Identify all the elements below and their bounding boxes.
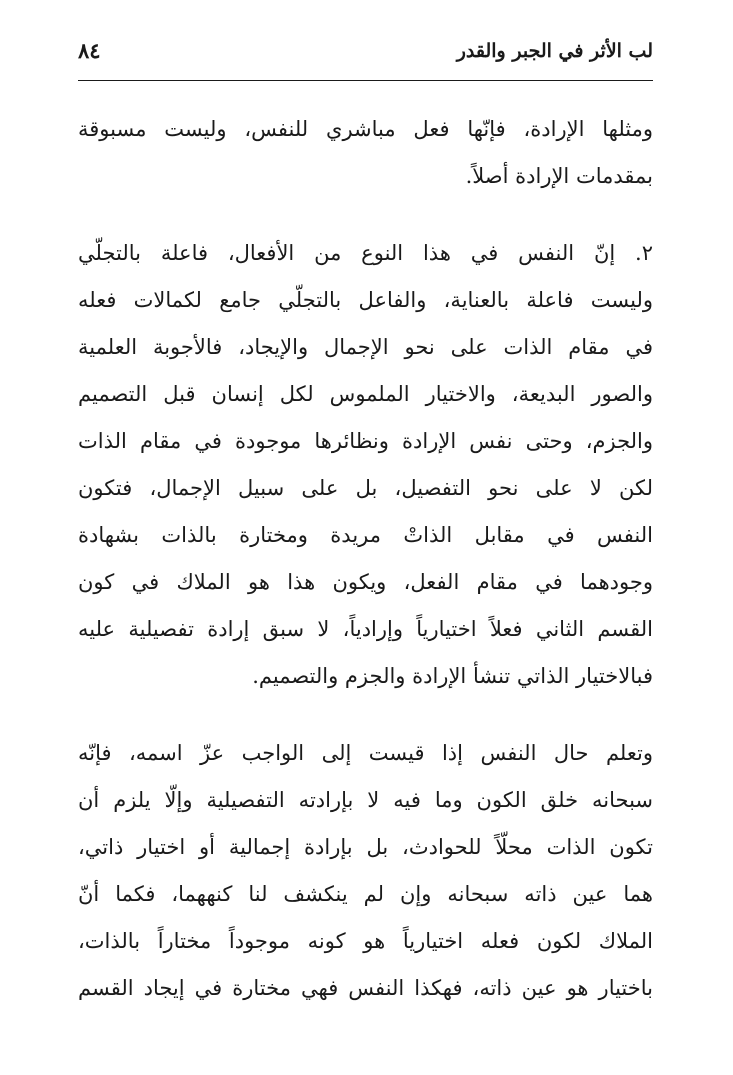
paragraph-spacer (78, 700, 653, 730)
running-title: لب الأثر في الجبر والقدر (456, 40, 653, 62)
text-line: تكون الذات محلّاً للحوادث، بل بإرادة إجمالية أو اختيار ذاتي، (78, 835, 653, 859)
text-line: باختيار هو عين ذاته، فهكذا النفس فهي مختارة في إيجاد القسم (78, 976, 653, 1000)
text-line: سبحانه خلق الكون وما فيه لا بإرادته التفصيلية وإلّا يلزم أن (78, 788, 653, 812)
text-line: وجودهما في مقام الفعل، ويكون هذا هو الملاك في كون (78, 570, 653, 594)
text-line: لكن لا على نحو التفصيل، بل على سبيل الإجمال، فتكون (78, 476, 653, 500)
paragraph-spacer (78, 200, 653, 230)
text-line: القسم الثاني فعلاً اختيارياً وإرادياً، لا سبق إرادة تفصيلية عليه (78, 617, 653, 641)
paragraph-3 (78, 730, 653, 1012)
paragraph-1 (78, 106, 653, 200)
text-line: ومثلها الإرادة، فإنّها فعل مباشري للنفس، وليست مسبوقة (78, 117, 653, 141)
text-line: الملاك لكون فعله اختيارياً هو كونه موجوداً مختاراً بالذات، (78, 929, 653, 953)
text-line: وتعلم حال النفس إذا قيست إلى الواجب عزّ اسمه، فإنّه (78, 741, 653, 765)
text-line: فبالاختيار الذاتي تنشأ الإرادة والجزم والتصميم. (252, 664, 653, 688)
header-divider (78, 80, 653, 81)
text-line: وليست فاعلة بالعناية، والفاعل بالتجلّي جامع لكمالات فعله (78, 288, 653, 312)
text-line: والجزم، وحتى نفس الإرادة ونظائرها موجودة في مقام الذات (78, 429, 653, 453)
text-line: بمقدمات الإرادة أصلاً. (465, 164, 653, 188)
body-text (78, 106, 653, 1012)
page-header (78, 36, 653, 76)
text-line: ٢. إنّ النفس في هذا النوع من الأفعال، فاعلة بالتجلّي (78, 241, 653, 265)
paragraph-2 (78, 230, 653, 700)
text-line: النفس في مقابل الذاتْ مريدة ومختارة بالذات بشهادة (78, 523, 653, 547)
text-line: في مقام الذات على نحو الإجمال والإيجاد، فالأجوبة العلمية (78, 335, 653, 359)
page-number: ٨٤ (78, 38, 101, 63)
text-line: هما عين ذاته سبحانه وإن لم ينكشف لنا كنههما، فكما أنّ (78, 882, 653, 906)
text-line: والصور البديعة، والاختيار الملموس لكل إنسان قبل التصميم (78, 382, 653, 406)
